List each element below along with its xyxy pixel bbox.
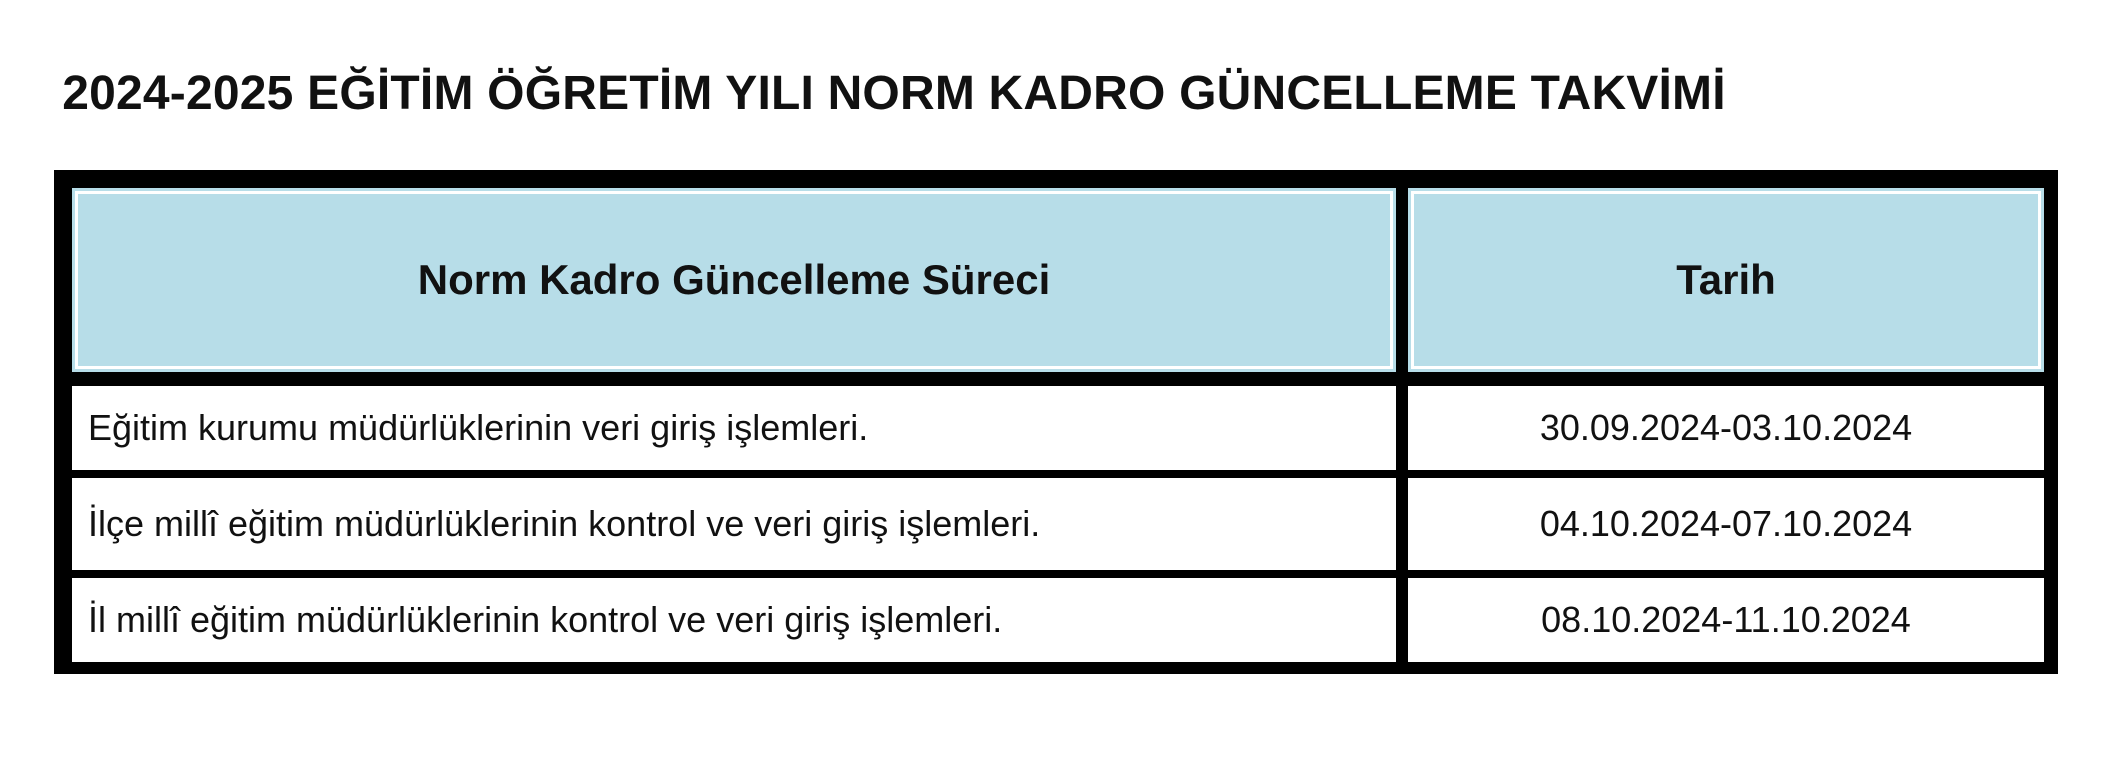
table-row-2-date (1408, 478, 2044, 570)
header-process-label: Norm Kadro Güncelleme Süreci (417, 256, 1051, 303)
header-process (72, 188, 1396, 372)
table-row-1-process (72, 386, 1396, 470)
calendar-table-grid (66, 182, 2046, 662)
page-title-text: 2024-2025 EĞİTİM ÖĞRETİM YILI NORM KADRO GÜNCELLEME TAKVİMİ (62, 67, 1726, 120)
row-1-process-text: Eğitim kurumu müdürlüklerinin veri giriş işlemleri. (88, 407, 869, 448)
table-row-2-process (72, 478, 1396, 570)
row-1-date-text: 30.09.2024-03.10.2024 (1539, 407, 1913, 448)
table-row-3-date (1408, 578, 2044, 662)
table-row-3-process (72, 578, 1396, 662)
header-date-label: Tarih (1676, 256, 1776, 303)
row-3-date-text: 08.10.2024-11.10.2024 (1541, 599, 1911, 640)
table-row-1-date (1408, 386, 2044, 470)
calendar-table (54, 170, 2058, 674)
row-3-process-text: İl millî eğitim müdürlüklerinin kontrol ve veri giriş işlemleri. (88, 599, 1003, 640)
row-2-date-text: 04.10.2024-07.10.2024 (1539, 503, 1913, 544)
header-date (1408, 188, 2044, 372)
page-title (0, 62, 2108, 126)
row-2-process-text: İlçe millî eğitim müdürlüklerinin kontrol ve veri giriş işlemleri. (88, 503, 1041, 544)
